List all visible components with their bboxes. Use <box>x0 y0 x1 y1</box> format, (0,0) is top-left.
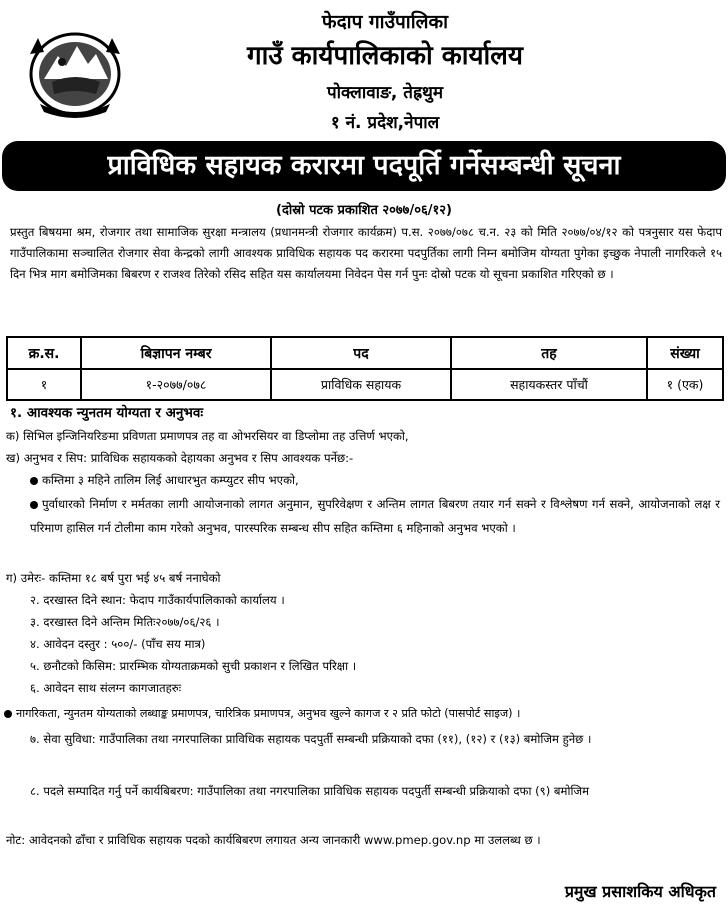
column-header-count: संख्या <box>647 337 723 369</box>
bullet-text: पुर्वाधारको निर्माण र मर्मतका लागी आयोजनाको लागत अनुमान, सुपरिवेक्षण र अन्तिम लागत बिबरण तयार गर्न सक्ने र विश्लेषण गर्न सक्ने, आयोजनाको लक्ष र परिमाण हासिल गर्न टोलीमा काम गरेको अनुभव, पारस्परिक सम्बन्ध सीप सहित कम्तिमा ६ महिनाको अनुभव भएको । <box>30 497 720 535</box>
item-service-benefits: ७. सेवा सुविधा: गाउँपालिका तथा नगरपालिका प्राविधिक सहायक पदपुर्ती सम्बन्धी प्रक्रियाको दफा (११), (१२) र (१३) बमोजिम हुनेछ । <box>30 732 592 746</box>
signature-title: प्रमुख प्रसाशकिय अधिकृत <box>564 882 716 901</box>
column-header-sn: क्र.स. <box>7 337 81 369</box>
item-deadline: ३. दरखास्त दिने अन्तिम मितिः२०७७/०६/२६ । <box>30 615 220 629</box>
office-address: पोक्लावाङ, तेह्रथुम <box>326 83 444 103</box>
notice-title-banner: प्राविधिक सहायक करारमा पदपूर्ति गर्नेसम्बन्धी सूचना <box>2 141 726 191</box>
bullet-icon <box>30 477 38 485</box>
item-selection-method: ५. छनौटको किसिम: प्रारम्भिक योग्यताक्रमको सुची प्रकाशन र लिखित परिक्षा । <box>30 659 357 673</box>
column-header-level: तह <box>451 337 647 369</box>
bullet-item-training <box>30 470 299 491</box>
cell-sn: १ <box>7 369 81 400</box>
item-application-fee: ४. आवेदन दस्तुर : ५००/- (पाँच सय मात्र) <box>30 637 206 651</box>
item-job-description: ८. पदले सम्पादित गर्नु पर्ने कार्यबिबरण: गाउँपालिका तथा नगरपालिका प्राविधिक सहायक पदपुर्ती सम्बन्धी प्रक्रियाको दफा (९) बमोजिम <box>30 784 590 798</box>
column-header-ad-number: बिज्ञापन नम्बर <box>81 337 271 369</box>
item-ga: ग) उमेरः- कम्तिमा १८ बर्ष पुरा भई ४५ बर्ष ननाघेको <box>6 571 221 585</box>
cell-count: १ (एक) <box>647 369 723 400</box>
bullet-text: नागरिकता, न्युनतम योग्यताको लब्धाङ्क प्रमाणपत्र, चारित्रिक प्रमाणपत्र, अनुभव खुल्ने कागज र २ प्रति फोटो (पासपोर्ट साइज) । <box>16 707 521 720</box>
note-text: नोट: आवेदनको ढाँचा र प्राविधिक सहायक पदको कार्यबिबरण लगायत अन्य जानकारी www.pmep.gov.np मा उललब्ध छ । <box>6 833 541 847</box>
cell-post: प्राविधिक सहायक <box>271 369 451 400</box>
cell-level: सहायकस्तर पाँचौं <box>451 369 647 400</box>
publication-subtitle: (दोस्रो पटक प्रकाशित २०७७/०६/१२) <box>276 203 452 218</box>
nepal-government-emblem <box>22 24 128 118</box>
table-header-row <box>7 337 723 369</box>
bullet-icon <box>4 710 12 718</box>
intro-paragraph: प्रस्तुत बिषयमा श्रम, रोजगार तथा सामाजिक सुरक्षा मन्त्रालय (प्रधानमन्त्री रोजगार कार्यक्रम) प.स. २०७७/०७८ च.न. २३ को मिति २०७७/०४/१२ को पत्रनुसार यस फेदाप गाउँपालिकामा सञ्चालित रोजगार सेवा केन्द्रको लागी आवश्यक प्राविधिक सहायक पद करारमा पदपुर्तिका लागी निम्न बमोजिम योग्यता पुगेका इच्छुक नेपाली नागरिकले १५ दिन भित्र माग बमोजिमका बिबरण र राजश्व तिरेको रसिद सहित यस कार्यालयमा निवेदन पेस गर्न पुनः दोस्रो पटक यो सूचना प्रकाशित गरिएको छ । <box>10 225 722 281</box>
section-title-qualification: १. आवश्यक न्युनतम योग्यता र अनुभवः <box>10 405 204 421</box>
municipality-name: फेदाप गाउँपालिका <box>321 11 449 33</box>
table-row <box>7 369 723 400</box>
column-header-post: पद <box>271 337 451 369</box>
office-name: गाउँ कार्यपालिकाको कार्यालय <box>247 41 523 71</box>
item-ka: क) सिभिल इन्जिनियरिङमा प्रविणता प्रमाणपत्र तह वा ओभरसियर वा डिप्लोमा तह उत्तिर्ण भएको, <box>6 429 409 443</box>
province-name: १ नं. प्रदेश,नेपाल <box>330 113 440 133</box>
cell-ad-number: १-२०७७/०७८ <box>81 369 271 400</box>
bullet-item-documents <box>4 703 520 724</box>
bullet-icon <box>30 501 38 509</box>
vacancy-table <box>6 336 724 401</box>
bullet-item-experience <box>30 492 720 540</box>
item-kha: ख) अनुभव र सिप: प्राविधिक सहायकको देहायका अनुभव र सिप आवश्यक पर्नेछ:- <box>6 451 354 465</box>
item-required-documents: ६. आवेदन साथ संलग्न कागजातहरुः <box>30 681 182 695</box>
item-application-place: २. दरखास्त दिने स्थान: फेदाप गाउँकार्यपालिकाको कार्यालय । <box>30 593 285 607</box>
bullet-text: कम्तिमा ३ महिने तालिम लिई आधारभुत कम्प्युटर सीप भएको, <box>42 473 299 487</box>
